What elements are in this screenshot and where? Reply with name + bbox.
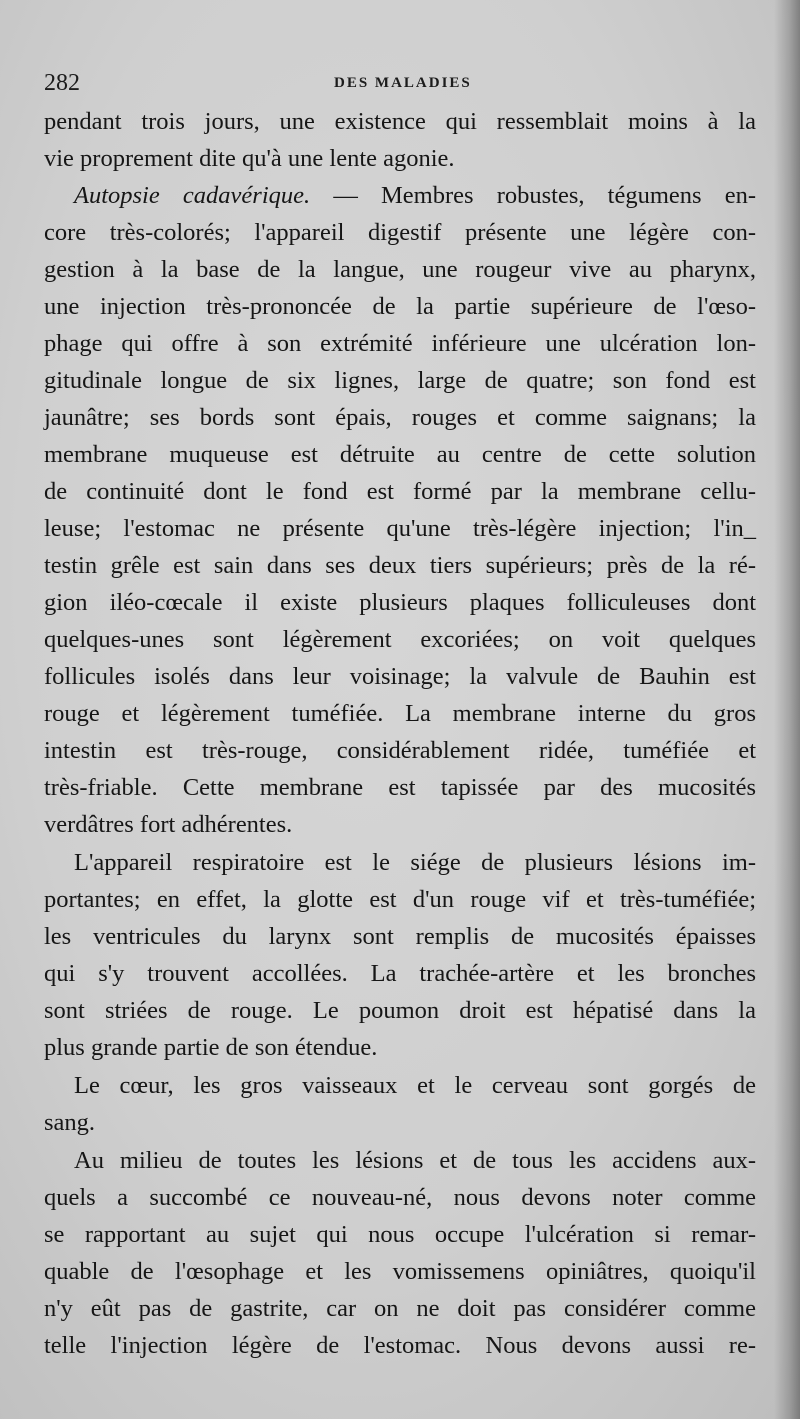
text-line: se rapportant au sujet qui nous occupe l'ulcération si remar- <box>44 1221 756 1248</box>
running-head <box>44 70 760 100</box>
text-line: core très-colorés; l'appareil digestif présente une légère con- <box>44 219 756 246</box>
text-line: gion iléo-cœcale il existe plusieurs plaques folliculeuses dont <box>44 589 756 616</box>
text-line: Au milieu de toutes les lésions et de tous les accidens aux- <box>74 1147 756 1174</box>
text-line: telle l'injection légère de l'estomac. Nous devons aussi re- <box>44 1332 756 1359</box>
text-line: phage qui offre à son extrémité inférieure une ulcération lon- <box>44 330 756 357</box>
text-line: très-friable. Cette membrane est tapissée par des mucosités <box>44 774 756 801</box>
text-line: follicules isolés dans leur voisinage; la valvule de Bauhin est <box>44 663 756 690</box>
text-line: quelques-unes sont légèrement excoriées; on voit quelques <box>44 626 756 653</box>
text-line: plus grande partie de son étendue. <box>44 1034 378 1061</box>
text-line: n'y eût pas de gastrite, car on ne doit pas considérer comme <box>44 1295 756 1322</box>
running-title: DES MALADIES <box>334 75 472 91</box>
text-line: quels a succombé ce nouveau-né, nous devons noter comme <box>44 1184 756 1211</box>
text-line: Le cœur, les gros vaisseaux et le cerveau sont gorgés de <box>74 1072 756 1099</box>
text-line: qui s'y trouvent accollées. La trachée-artère et les bronches <box>44 960 756 987</box>
text-line: rouge et légèrement tuméfiée. La membrane interne du gros <box>44 700 756 727</box>
text-line: une injection très-prononcée de la partie supérieure de l'œso- <box>44 293 756 320</box>
text-line: gestion à la base de la langue, une rougeur vive au pharynx, <box>44 256 756 283</box>
text-line: intestin est très-rouge, considérablement ridée, tuméfiée et <box>44 737 756 764</box>
text-line: quable de l'œsophage et les vomissemens opiniâtres, quoiqu'il <box>44 1258 756 1285</box>
text-line: testin grêle est sain dans ses deux tiers supérieurs; près de la ré- <box>44 552 756 579</box>
page-number: 282 <box>44 70 80 96</box>
text-line: de continuité dont le fond est formé par la membrane cellu- <box>44 478 756 505</box>
text-line: portantes; en effet, la glotte est d'un rouge vif et très-tuméfiée; <box>44 886 756 913</box>
text-line: pendant trois jours, une existence qui ressemblait moins à la <box>44 108 756 135</box>
text-line: verdâtres fort adhérentes. <box>44 811 293 838</box>
text-line: gitudinale longue de six lignes, large de quatre; son fond est <box>44 367 756 394</box>
text-run: — Membres robustes, tégumens en- <box>310 182 757 209</box>
text-line <box>74 178 756 214</box>
section-heading: Autopsie cadavérique. <box>74 182 311 209</box>
text-line: jaunâtre; ses bords sont épais, rouges et comme saignans; la <box>44 404 756 431</box>
page-gutter-shadow <box>774 0 800 1419</box>
text-line: L'appareil respiratoire est le siége de plusieurs lésions im- <box>74 849 756 876</box>
text-line: sont striées de rouge. Le poumon droit est hépatisé dans la <box>44 997 756 1024</box>
text-line: les ventricules du larynx sont remplis de mucosités épaisses <box>44 923 756 950</box>
text-line: vie proprement dite qu'à une lente agonie. <box>44 145 455 172</box>
text-line: membrane muqueuse est détruite au centre de cette solution <box>44 441 756 468</box>
text-line: leuse; l'estomac ne présente qu'une très-légère injection; l'in_ <box>44 515 756 542</box>
text-line: sang. <box>44 1109 96 1136</box>
